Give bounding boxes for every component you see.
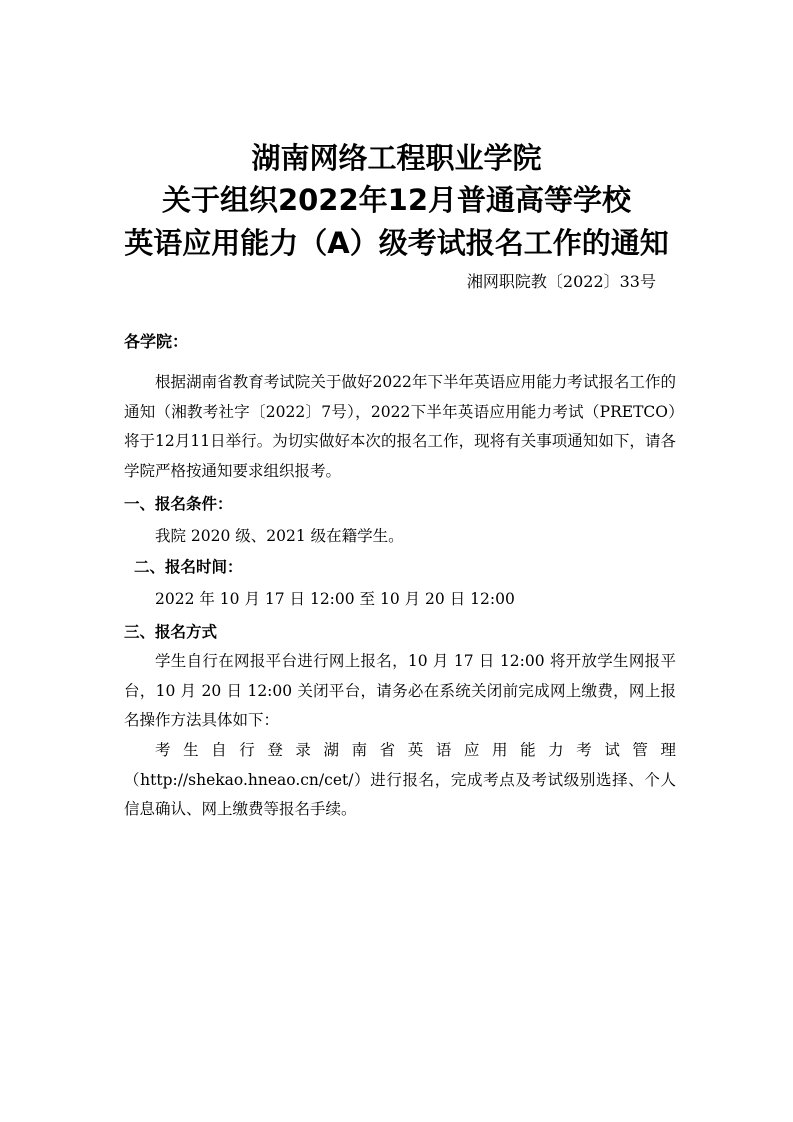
section-heading-conditions: 一、报名条件：	[124, 495, 233, 513]
title-line-1: 湖南网络工程职业学院	[251, 141, 542, 175]
section-heading-method: 三、报名方式	[124, 623, 218, 641]
salutation: 各学院：	[124, 332, 189, 351]
intro-paragraph: 根据湖南省教育考试院关于做好2022年下半年英语应用能力考试报名工作的通知（湘教考社字〔2022〕7号），2022下半年英语应用能力考试（PRETCO）将于12月11日举行。为切实做好本次的报名工作，现将有关事项通知如下，请各学院严格按通知要求组织报考。	[124, 373, 676, 480]
section-heading-time: 二、报名时间：	[134, 558, 243, 576]
section-body-method-login: 考生自行登录湖南省英语应用能力考试管理（http://shekao.hneao.cn/cet/）进行报名，完成考点及考试级别选择、个人信息确认、网上缴费等报名手续。	[124, 741, 676, 818]
title-line-2: 关于组织2022年12月普通高等学校	[161, 183, 632, 217]
title-line-3: 英语应用能力（A）级考试报名工作的通知	[124, 226, 669, 260]
section-body-method: 学生自行在网报平台进行网上报名，10 月 17 日 12:00 将开放学生网报平台，10 月 20 日 12:00 关闭平台，请务必在系统关闭前完成网上缴费，网上报名操作方法具体如下：	[124, 652, 676, 729]
document-number: 湘网职院教〔2022〕33号	[466, 272, 656, 291]
section-body-conditions: 我院 2020 级、2021 级在籍学生。	[155, 527, 404, 545]
section-body-time: 2022 年 10 月 17 日 12:00 至 10 月 20 日 12:00	[155, 590, 515, 608]
